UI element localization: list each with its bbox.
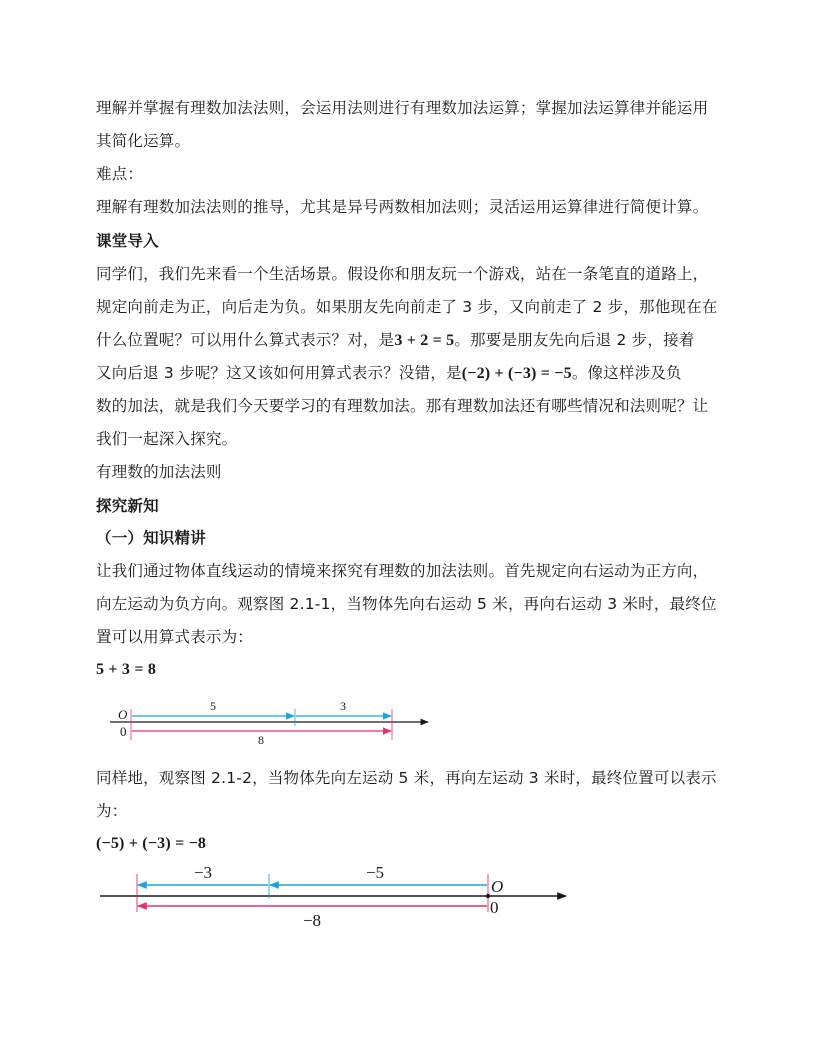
intro-line-3 [96,330,694,351]
equation-2: (−5) + (−3) = −8 [96,835,207,852]
objective-line-2: 其简化运算。 [96,132,191,150]
intro-line-1: 同学们，我们先来看一个生活场景。假设你和朋友玩一个游戏，站在一条笔直的道路上， [96,265,709,283]
explore-line-3: 置可以用算式表示为： [96,628,254,646]
subsection-heading: （一）知识精讲 [96,529,206,547]
number-line-figure-1 [110,695,440,750]
seg2-label: 3 [340,699,346,713]
compare-line-2: 为： [96,802,128,820]
seg1-label: −3 [193,863,213,882]
equation-1: 5 + 3 = 8 [96,661,157,678]
objective-line-1: 理解并掌握有理数加法法则，会运用法则进行有理数加法运算；掌握加法运算律并能运用 [96,99,709,117]
compare-line-1: 同样地，观察图 2.1-2，当物体先向左运动 5 米，再向左运动 3 米时，最终位置可以表示 [96,769,717,787]
origin-label: O [118,707,128,722]
zero-label: 0 [490,898,499,917]
seg2-label: −5 [365,863,385,882]
intro-line-4 [96,363,682,384]
explore-line-1: 让我们通过物体直线运动的情境来探究有理数的加法法则。首先规定向右运动为正方向， [96,562,709,580]
intro-text: 。像这样涉及负 [571,364,682,382]
difficulty-label: 难点： [96,165,144,183]
intro-line-6: 我们一起深入探究。 [96,430,238,448]
total-label: 8 [258,733,264,747]
total-label: −8 [302,911,322,930]
seg1-label: 5 [210,699,216,713]
number-line-figure-2 [100,862,572,934]
origin-label: O [491,877,504,896]
zero-label: 0 [120,724,127,739]
intro-text: 又向后退 3 步呢？这又该如何用算式表示？没错，是 [96,364,462,382]
subtitle-addition-rule: 有理数的加法法则 [96,463,222,481]
intro-line-2: 规定向前走为正，向后走为负。如果朋友先向前走了 3 步，又向前走了 2 步，那他现在在 [96,298,718,316]
intro-text: 什么位置呢？可以用什么算式表示？对，是 [96,331,395,349]
intro-text: 。那要是朋友先向后退 2 步，接着 [454,331,695,349]
explore-line-2: 向左运动为负方向。观察图 2.1-1，当物体先向右运动 5 米，再向右运动 3 米时，最终位 [96,595,717,613]
intro-equation-2: (−2) + (−3) = −5 [461,365,572,382]
intro-line-5: 数的加法，就是我们今天要学习的有理数加法。那有理数加法还有哪些情况和法则呢？让 [96,397,709,415]
intro-equation-1: 3 + 2 = 5 [394,332,455,349]
section-heading-intro: 课堂导入 [96,232,159,250]
difficulty-text: 理解有理数加法法则的推导，尤其是异号两数相加法则；灵活运用运算律进行简便计算。 [96,198,709,216]
section-heading-explore: 探究新知 [96,497,159,515]
